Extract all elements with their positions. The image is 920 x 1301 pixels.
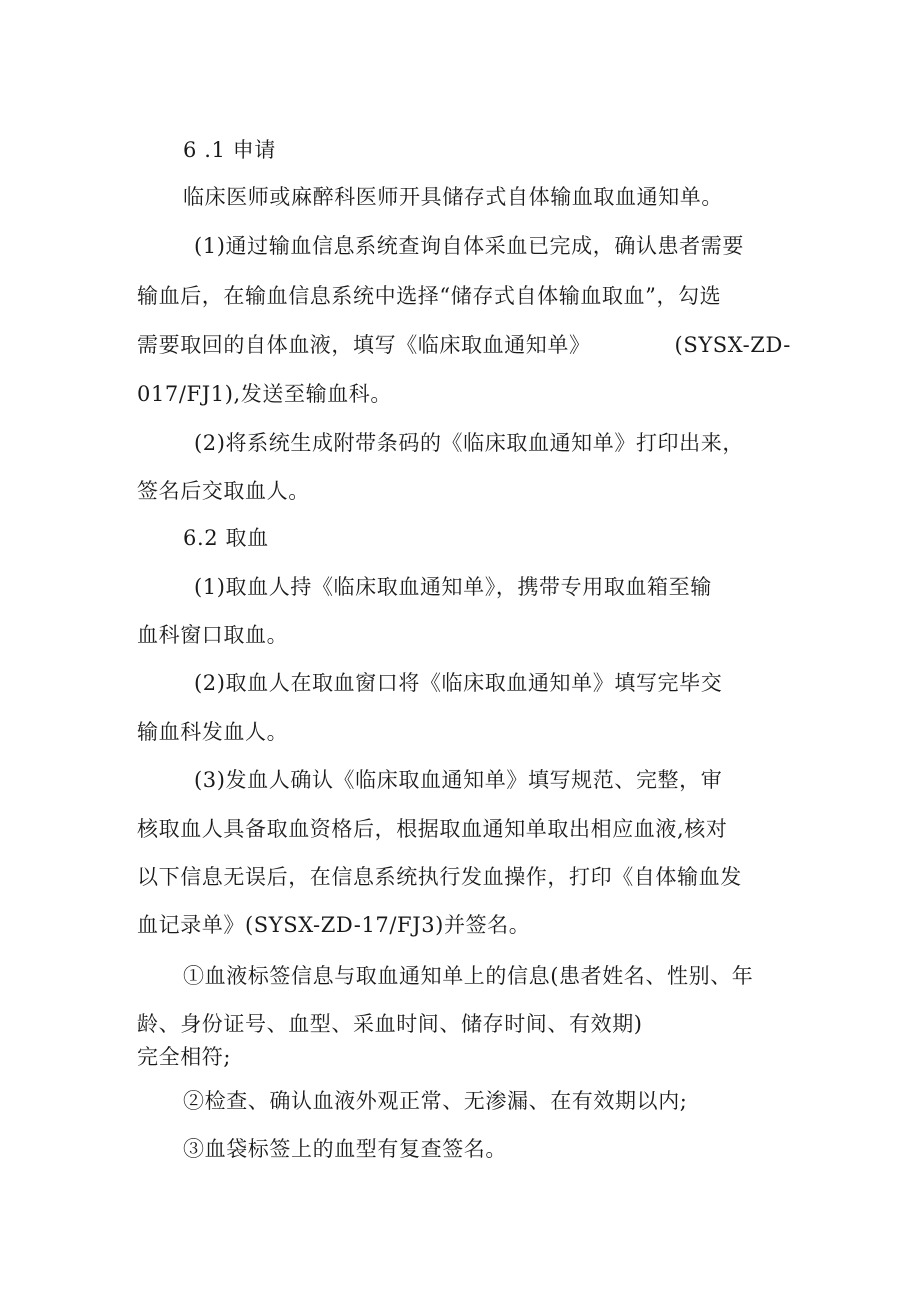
check-3: ③血袋标签上的血型有复查签名。: [183, 1137, 507, 1161]
item-6-2-2-line-1: (2)取血人在取血窗口将《临床取血通知单》填写完毕交: [194, 671, 723, 695]
item-6-1-1-line-4: 017/FJ1),发送至输血科。: [137, 382, 392, 406]
check-2: ②检查、确认血液外观正常、无渗漏、在有效期以内;: [183, 1089, 688, 1113]
item-6-1-2-line-2: 签名后交取血人。: [137, 479, 310, 503]
item-6-1-1-line-3-text: 需要取回的自体血液，填写《临床取血通知单》: [137, 333, 591, 357]
check-1-line-1: ①血液标签信息与取血通知单上的信息(患者姓名、性别、年: [183, 964, 754, 988]
item-6-2-3-line-3: 以下信息无误后，在信息系统执行发血操作，打印《自体输血发: [137, 865, 742, 889]
section-6-2-heading: 6.2 取血: [183, 526, 269, 550]
item-6-2-1-line-2: 血科窗口取血。: [137, 623, 289, 647]
item-6-1-1-line-3: [137, 331, 791, 359]
section-6-1-heading: 6 .1 申请: [183, 138, 276, 162]
check-1-line-2: 龄、身份证号、血型、采血时间、储存时间、有效期): [137, 1012, 643, 1036]
item-6-2-3-line-4: 血记录单》(SYSX-ZD-17/FJ3)并签名。: [137, 913, 531, 937]
item-6-1-1-line-3-code: (SYSX-ZD-: [674, 333, 791, 357]
check-1-line-3: 完全相符;: [137, 1045, 232, 1069]
item-6-1-1-line-1: (1)通过输血信息系统查询自体采血已完成，确认患者需要: [194, 234, 744, 258]
item-6-2-1-line-1: (1)取血人持《临床取血通知单》，携带专用取血箱至输: [194, 575, 712, 599]
section-6-1-intro: 临床医师或麻醉科医师开具储存式自体输血取血通知单。: [183, 185, 723, 209]
item-6-2-2-line-2: 输血科发血人。: [137, 720, 289, 744]
item-6-2-3-line-1: (3)发血人确认《临床取血通知单》填写规范、完整，审: [194, 768, 723, 792]
item-6-2-3-line-2: 核取血人具备取血资格后，根据取血通知单取出相应血液,核对: [137, 817, 728, 841]
item-6-1-2-line-1: (2)将系统生成附带条码的《临床取血通知单》打印出来，: [194, 431, 744, 455]
item-6-1-1-line-2: 输血后，在输血信息系统中选择“储存式自体输血取血”，勾选: [137, 284, 722, 308]
